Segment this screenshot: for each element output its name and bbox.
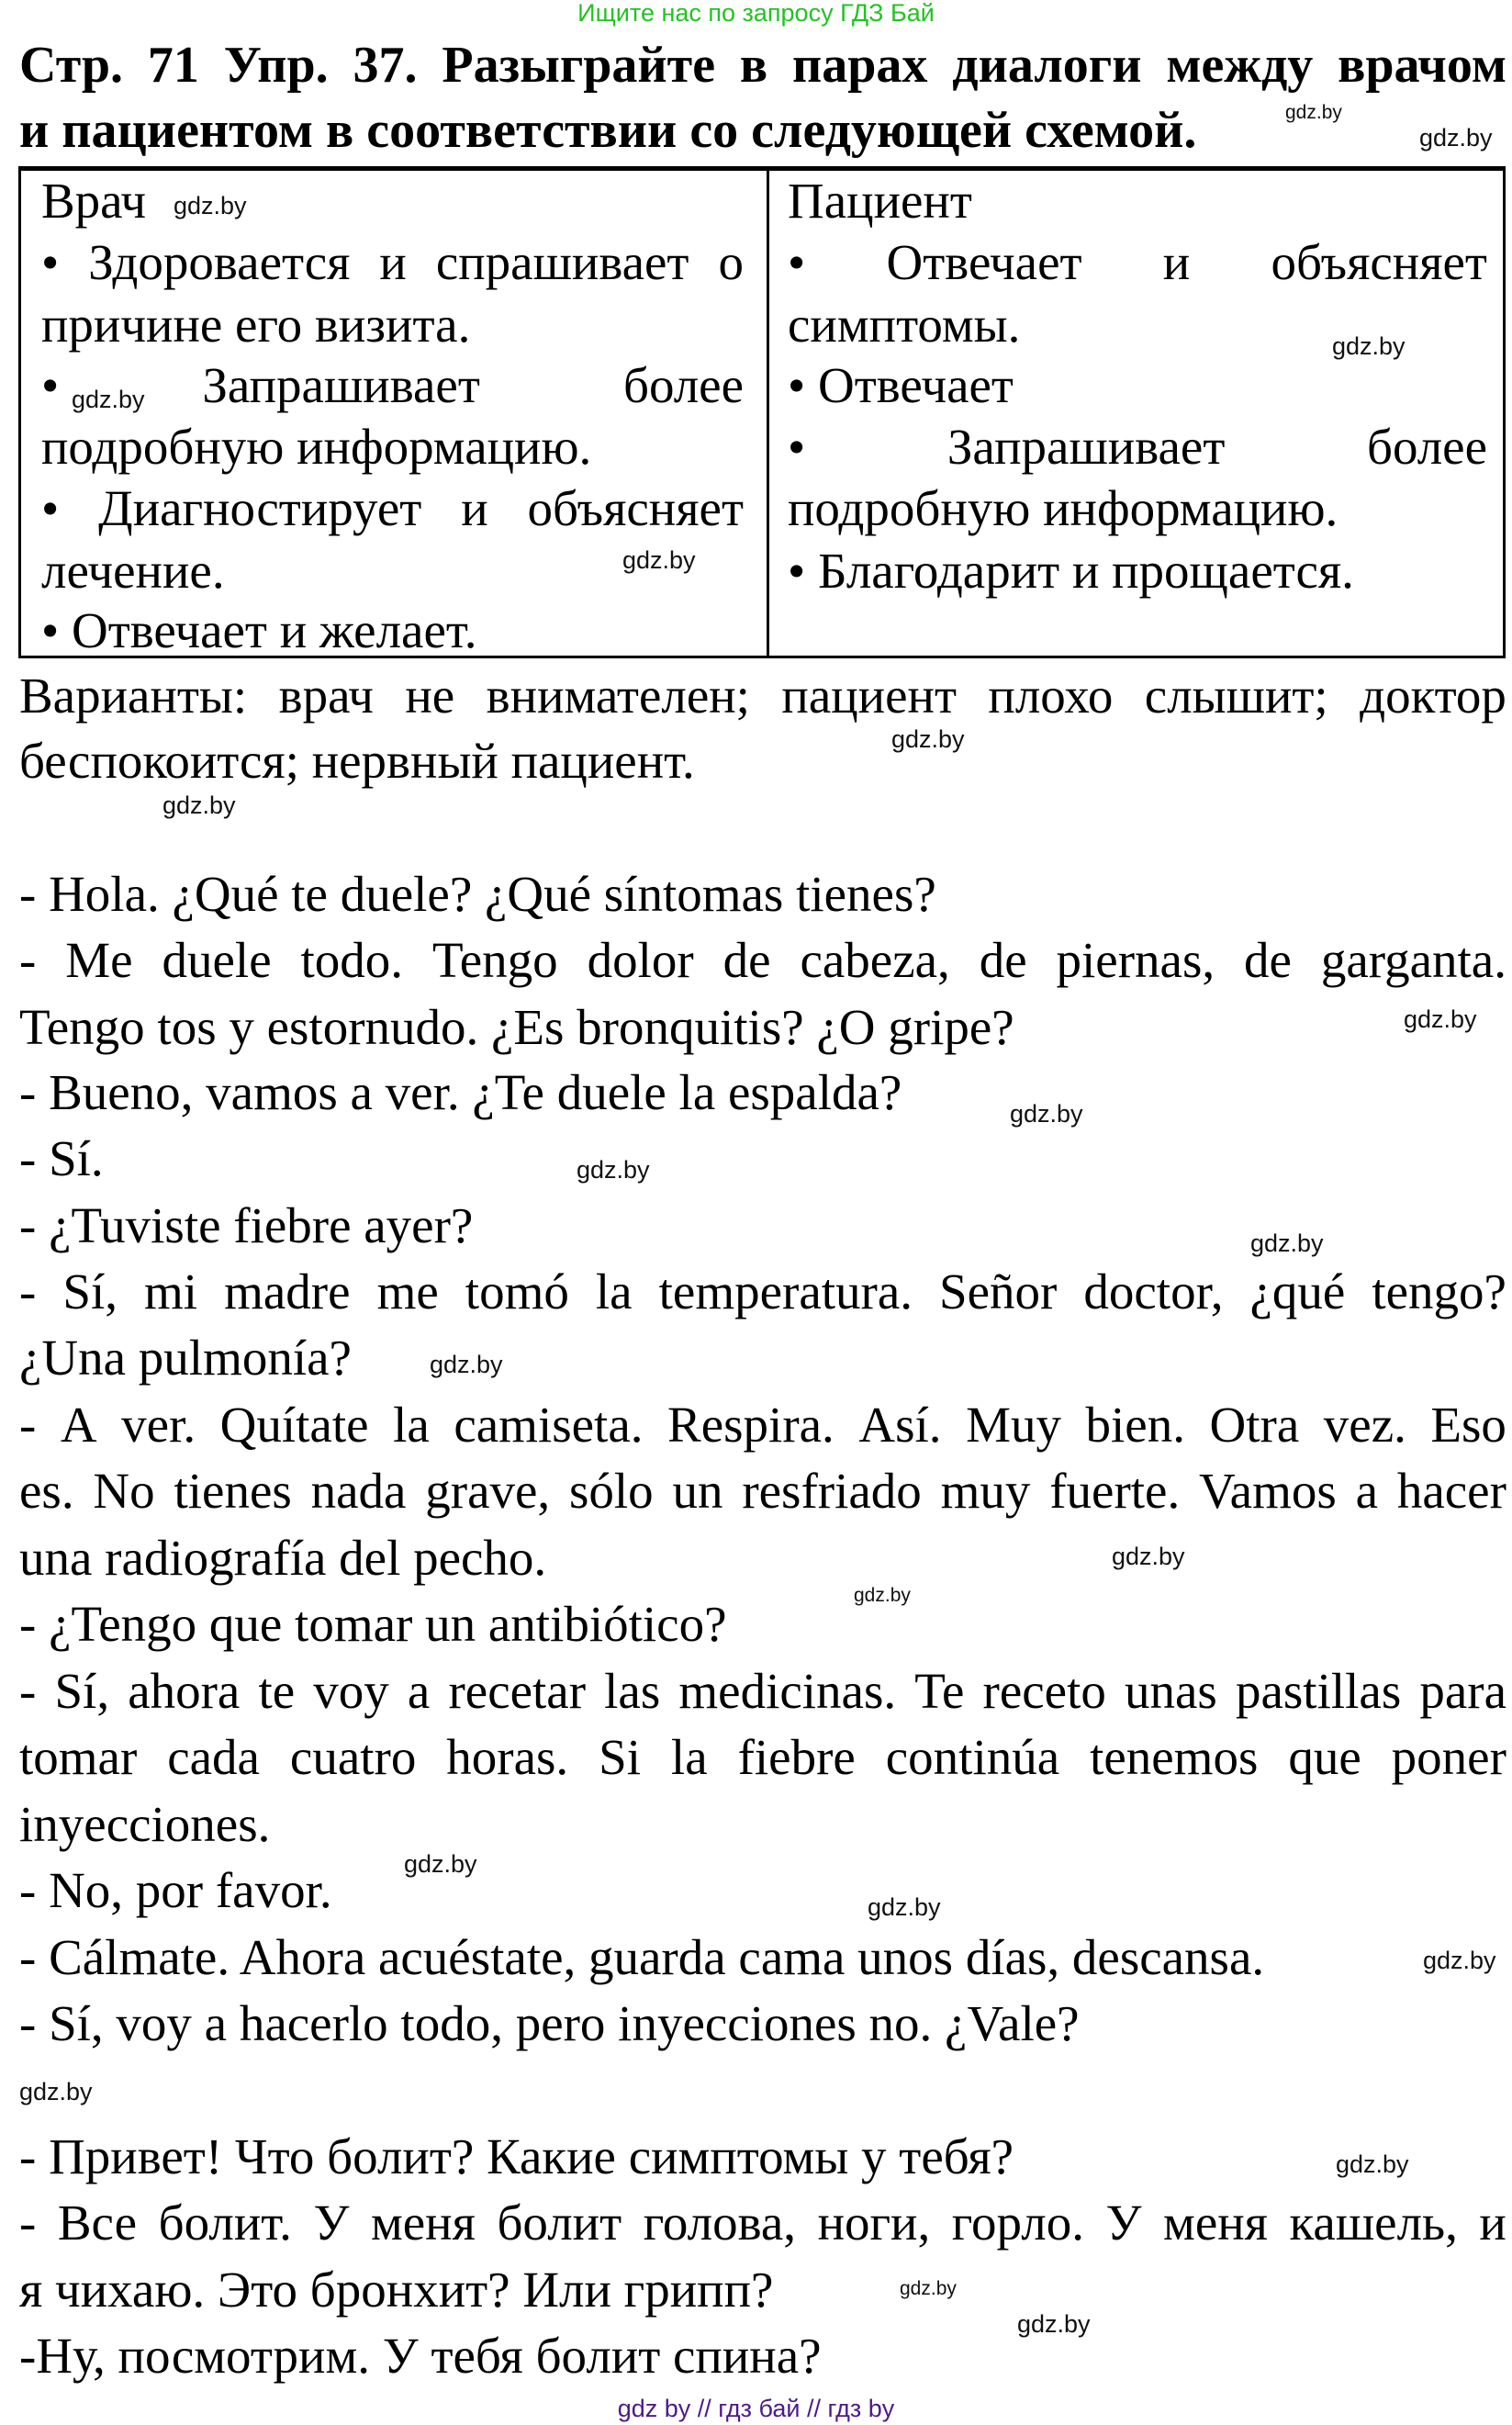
gdz-watermark: gdz.by bbox=[1404, 1005, 1477, 1033]
word: ноги, bbox=[817, 2195, 931, 2251]
word: Здоровается bbox=[88, 234, 351, 290]
word: Respira. bbox=[667, 1397, 834, 1453]
word: Tengo bbox=[431, 932, 558, 988]
dialogue-line-ru: - Привет! Что болит? Какие симптомы у тебя? bbox=[19, 2128, 1014, 2184]
word: меня bbox=[370, 2195, 476, 2251]
word: tomar bbox=[19, 1729, 138, 1785]
gdz-watermark: gdz.by bbox=[404, 1850, 477, 1878]
gdz-watermark: gdz.by bbox=[162, 791, 236, 819]
word: Así. bbox=[858, 1397, 942, 1453]
word: меня bbox=[1163, 2195, 1268, 2251]
word: continúa bbox=[885, 1729, 1060, 1785]
word: receto bbox=[982, 1663, 1106, 1719]
word: У bbox=[1105, 2195, 1142, 2251]
page-title-line: и пациентом в соответствии со следующей схемой. bbox=[19, 102, 1197, 159]
dialogue-line-es: - Hola. ¿Qué te duele? ¿Qué síntomas tienes? bbox=[19, 866, 936, 922]
doctor-header: Врач bbox=[41, 173, 147, 229]
word: piernas, bbox=[1056, 932, 1215, 988]
word: tomó bbox=[465, 1263, 569, 1319]
dialogue-line-es: una radiografía del pecho. bbox=[19, 1530, 547, 1586]
word: в bbox=[739, 37, 768, 94]
word: nada bbox=[310, 1463, 407, 1519]
word: un bbox=[672, 1463, 723, 1519]
word: recetar bbox=[448, 1663, 587, 1719]
patient-step bbox=[788, 236, 1487, 289]
word: между bbox=[1166, 37, 1314, 94]
patient-step: подробную информацию. bbox=[788, 480, 1338, 536]
word: que bbox=[1288, 1729, 1361, 1785]
word: • bbox=[41, 234, 60, 290]
word: medicinas. bbox=[678, 1663, 897, 1719]
word: fiebre bbox=[737, 1729, 856, 1785]
word: о bbox=[718, 234, 744, 290]
gdz-watermark: gdz.by bbox=[1285, 102, 1342, 123]
dialogue-line-es: ¿Una pulmonía? bbox=[19, 1330, 352, 1386]
gdz-watermark: gdz.by bbox=[1010, 1100, 1083, 1128]
word: объясняет bbox=[1271, 234, 1487, 290]
gdz-watermark: gdz.by bbox=[174, 192, 247, 219]
word: Упр. bbox=[223, 37, 329, 94]
word: ¿qué bbox=[1249, 1263, 1346, 1319]
word: ahora bbox=[128, 1663, 241, 1719]
word: и bbox=[1162, 234, 1191, 290]
word: dolor bbox=[587, 932, 694, 988]
word: плохо bbox=[988, 668, 1114, 724]
gdz-watermark: gdz.by bbox=[622, 546, 696, 574]
word: Диагностирует bbox=[98, 480, 422, 536]
word: sólo bbox=[568, 1463, 654, 1519]
word: voy bbox=[313, 1663, 389, 1719]
word: более bbox=[1366, 419, 1487, 475]
word: Все bbox=[57, 2195, 138, 2251]
word: camiseta. bbox=[454, 1397, 644, 1453]
word: врач bbox=[278, 668, 374, 724]
page-title-line bbox=[19, 39, 1506, 92]
word: 37. bbox=[353, 37, 418, 94]
variants-line: беспокоится; нервный пациент. bbox=[19, 733, 695, 789]
word: Te bbox=[914, 1663, 965, 1719]
word: объясняет bbox=[527, 480, 744, 536]
word: vez. bbox=[1323, 1397, 1406, 1453]
word: fuerte. bbox=[1049, 1463, 1181, 1519]
dialogue-line-es: - Sí, voy a hacerlo todo, pero inyecciones no. ¿Vale? bbox=[19, 1995, 1080, 2051]
word: Eso bbox=[1430, 1397, 1506, 1453]
word: muy bbox=[940, 1463, 1031, 1519]
variants-line bbox=[19, 669, 1506, 723]
word: парах bbox=[792, 37, 928, 94]
word: mi bbox=[144, 1263, 198, 1319]
word: hacer bbox=[1396, 1463, 1506, 1519]
dialogue-line-ru: -Ну, посмотрим. У тебя болит спина? bbox=[19, 2328, 822, 2384]
word: Запрашивает bbox=[202, 357, 480, 413]
word: bien. bbox=[1085, 1397, 1185, 1453]
doctor-step: лечение. bbox=[41, 543, 225, 599]
doctor-step: подробную информацию. bbox=[41, 419, 592, 475]
word: У bbox=[313, 2195, 350, 2251]
gdz-watermark: gdz.by bbox=[430, 1351, 503, 1378]
patient-header: Пациент bbox=[788, 173, 972, 229]
gdz-watermark: gdz.by bbox=[19, 2078, 93, 2105]
dialogue-line-ru bbox=[19, 2196, 1506, 2250]
word: горло. bbox=[951, 2195, 1084, 2251]
word: доктор bbox=[1360, 668, 1506, 724]
word: - bbox=[19, 932, 37, 988]
word: grave, bbox=[425, 1463, 551, 1519]
word: Quítate bbox=[219, 1397, 369, 1453]
word: Vamos bbox=[1199, 1463, 1337, 1519]
dialogue-line-es: - ¿Tengo que tomar un antibiótico? bbox=[19, 1596, 727, 1652]
doctor-step: • Отвечает и желает. bbox=[41, 602, 477, 658]
word: poner bbox=[1391, 1729, 1506, 1785]
top-watermark: Ищите нас по запросу ГДЗ Бай bbox=[577, 0, 935, 27]
dialogue-line-es bbox=[19, 1265, 1506, 1319]
patient-step bbox=[788, 421, 1487, 474]
gdz-watermark: gdz.by bbox=[1332, 332, 1406, 360]
word: cada bbox=[167, 1729, 260, 1785]
word: A bbox=[60, 1397, 97, 1453]
doctor-step: причине его визита. bbox=[41, 297, 471, 353]
word: и bbox=[461, 480, 488, 536]
dialogue-line-es: - No, por favor. bbox=[19, 1862, 332, 1918]
word: слышит; bbox=[1144, 668, 1328, 724]
word: resfriado bbox=[742, 1463, 922, 1519]
word: спрашивает bbox=[435, 234, 689, 290]
gdz-watermark: gdz.by bbox=[577, 1156, 650, 1184]
word: temperatura. bbox=[658, 1263, 913, 1319]
word: la bbox=[670, 1729, 708, 1785]
word: диалоги bbox=[952, 37, 1142, 94]
dialogue-line-es: inyecciones. bbox=[19, 1796, 271, 1852]
gdz-watermark: gdz.by bbox=[854, 1585, 911, 1606]
word: Señor bbox=[939, 1263, 1058, 1319]
gdz-watermark: gdz.by bbox=[1419, 124, 1493, 152]
word: de bbox=[1244, 932, 1292, 988]
word: Si bbox=[599, 1729, 641, 1785]
word: голова, bbox=[643, 2195, 797, 2251]
word: Разыграйте bbox=[442, 37, 716, 94]
patient-step: симптомы. bbox=[788, 297, 1021, 353]
gdz-watermark: gdz.by bbox=[1017, 2310, 1091, 2338]
dialogue-line-es: - Bueno, vamos a ver. ¿Te duele la espalda? bbox=[19, 1064, 902, 1120]
patient-step: • Отвечает bbox=[788, 357, 1014, 413]
word: 71 bbox=[147, 37, 199, 94]
gdz-watermark: gdz.by bbox=[1112, 1543, 1185, 1570]
gdz-watermark: gdz.by bbox=[900, 2278, 957, 2299]
word: todo. bbox=[300, 932, 404, 988]
word: • bbox=[41, 357, 60, 413]
word: unas bbox=[1125, 1663, 1217, 1719]
word: Muy bbox=[966, 1397, 1061, 1453]
word: • bbox=[788, 234, 806, 290]
word: пациент bbox=[781, 668, 957, 724]
word: garganta. bbox=[1320, 932, 1506, 988]
word: - bbox=[19, 1397, 37, 1453]
dialogue-line-es: Tengo tos y estornudo. ¿Es bronquitis? ¿O gripe? bbox=[19, 999, 1014, 1055]
word: Запрашивает bbox=[946, 419, 1226, 475]
word: внимателен; bbox=[486, 668, 750, 724]
doctor-step bbox=[41, 236, 744, 289]
word: doctor, bbox=[1083, 1263, 1224, 1319]
word: болит. bbox=[158, 2195, 292, 2251]
dialogue-line-es bbox=[19, 934, 1506, 987]
word: - bbox=[19, 1263, 37, 1319]
word: болит bbox=[497, 2195, 622, 2251]
word: de bbox=[722, 932, 771, 988]
word: - bbox=[19, 1663, 37, 1719]
word: madre bbox=[224, 1263, 351, 1319]
word: Otra bbox=[1209, 1397, 1300, 1453]
word: и bbox=[1479, 2195, 1506, 2251]
word: es. bbox=[19, 1463, 74, 1519]
word: не bbox=[405, 668, 455, 724]
word: cabeza, bbox=[800, 932, 950, 988]
word: tienes bbox=[174, 1463, 292, 1519]
dialogue-line-es bbox=[19, 1398, 1506, 1452]
dialogue-line-es bbox=[19, 1731, 1506, 1784]
doctor-step bbox=[41, 359, 744, 412]
dialogue-line-es: - Cálmate. Ahora acuéstate, guarda cama unos días, descansa. bbox=[19, 1929, 1265, 1985]
doctor-step bbox=[41, 482, 744, 535]
footer-watermark: gdz by // гдз бай // гдз by bbox=[617, 2395, 895, 2422]
word: te bbox=[258, 1663, 296, 1719]
word: la bbox=[595, 1263, 633, 1319]
dialogue-line-es bbox=[19, 1465, 1506, 1518]
word: las bbox=[604, 1663, 661, 1719]
word: - bbox=[19, 2195, 37, 2251]
dialogue-line-es: - ¿Tuviste fiebre ayer? bbox=[19, 1197, 474, 1253]
word: la bbox=[393, 1397, 430, 1453]
word: Отвечает bbox=[886, 234, 1082, 290]
dialogue-line-es: - Sí. bbox=[19, 1130, 104, 1186]
word: de bbox=[979, 932, 1027, 988]
gdz-watermark: gdz.by bbox=[868, 1893, 941, 1921]
word: horas. bbox=[446, 1729, 569, 1785]
word: Me bbox=[65, 932, 133, 988]
word: me bbox=[376, 1263, 439, 1319]
word: Варианты: bbox=[19, 668, 248, 724]
word: более bbox=[622, 357, 744, 413]
patient-step: • Благодарит и прощается. bbox=[788, 543, 1354, 599]
word: tenemos bbox=[1090, 1729, 1259, 1785]
word: • bbox=[788, 419, 806, 475]
word: и bbox=[379, 234, 407, 290]
word: cuatro bbox=[289, 1729, 417, 1785]
gdz-watermark: gdz.by bbox=[72, 386, 145, 413]
word: ver. bbox=[121, 1397, 196, 1453]
word: Sí, bbox=[54, 1663, 110, 1719]
word: Sí, bbox=[62, 1263, 118, 1319]
word: • bbox=[41, 480, 60, 536]
word: duele bbox=[162, 932, 272, 988]
dialogue-line-ru: я чихаю. Это бронхит? Или грипп? bbox=[19, 2262, 774, 2318]
word: No bbox=[93, 1463, 155, 1519]
gdz-watermark: gdz.by bbox=[1423, 1947, 1496, 1974]
word: Стр. bbox=[19, 37, 124, 94]
gdz-watermark: gdz.by bbox=[1336, 2150, 1409, 2178]
word: врачом bbox=[1338, 37, 1506, 94]
dialogue-line-es bbox=[19, 1665, 1506, 1718]
word: pastillas bbox=[1235, 1663, 1402, 1719]
table-divider bbox=[767, 171, 769, 656]
word: кашель, bbox=[1289, 2195, 1458, 2251]
word: para bbox=[1419, 1663, 1506, 1719]
gdz-watermark: gdz.by bbox=[891, 725, 965, 753]
word: a bbox=[1355, 1463, 1379, 1519]
word: tengo? bbox=[1372, 1263, 1506, 1319]
word: a bbox=[407, 1663, 431, 1719]
gdz-watermark: gdz.by bbox=[1250, 1229, 1324, 1257]
